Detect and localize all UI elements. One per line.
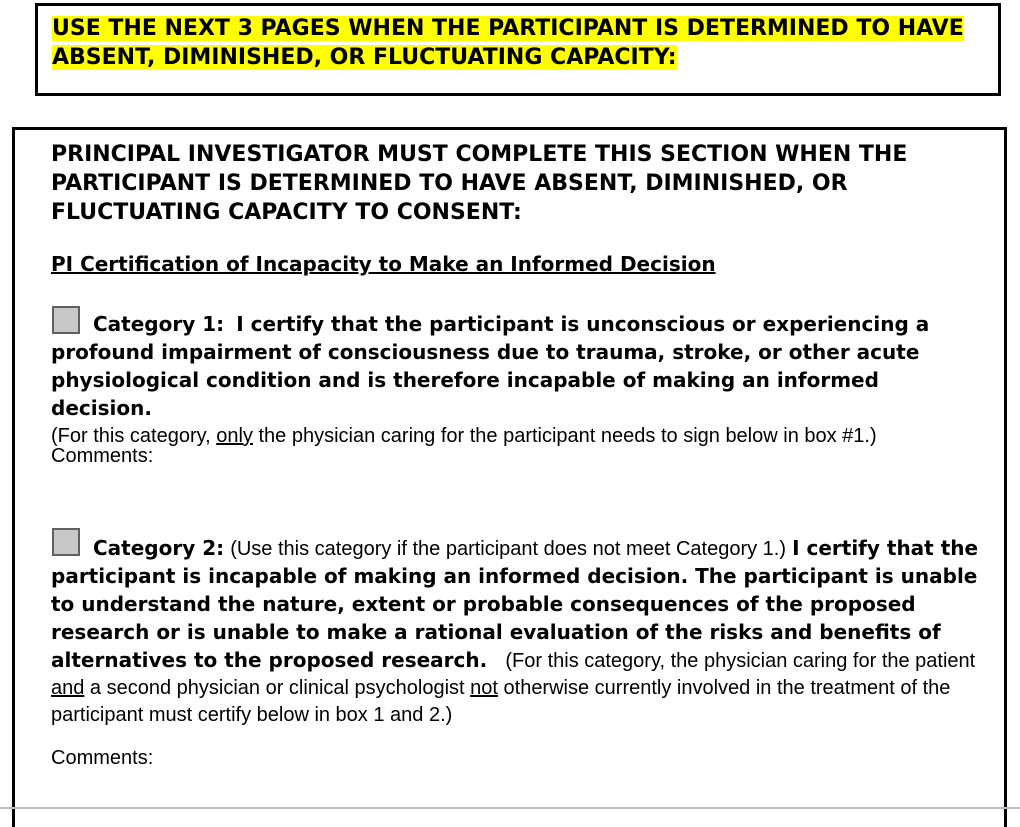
- category-1-statement: I certify that the participant is unconscious or experiencing a profound impairment of consciousness due to trauma, stroke, or other acute physiological condition and is therefore incapable of making an informed decision.: [51, 312, 930, 420]
- category-2-note-not: not: [470, 677, 498, 699]
- category-1-note-emphasis: only: [216, 425, 253, 447]
- category-1-label: Category 1:: [93, 312, 225, 336]
- category-2-statement: I certify that the participant is incapable of making an informed decision. The participant is unable to understand the nature, extent or probable consequences of the proposed research or is unable to make a rational evaluation of the risks and benefits of alternatives to the proposed research.: [51, 536, 979, 672]
- category-2-label: Category 2:: [93, 536, 225, 560]
- category-2-comments-label: Comments:: [51, 747, 154, 769]
- notice-line-1: USE THE NEXT 3 PAGES WHEN THE PARTICIPANT IS DETERMINED TO HAVE: [52, 16, 964, 41]
- pi-certification-section: [12, 127, 1007, 827]
- category-2-note-and: and: [51, 677, 85, 699]
- notice-text: [52, 14, 987, 72]
- category-1-note-post: the physician caring for the participant needs to sign below in box #1.): [252, 425, 877, 447]
- certification-title: PI Certification of Incapacity to Make an Informed Decision: [51, 252, 716, 276]
- page-bottom-divider: [0, 807, 1020, 809]
- category-1-note: [51, 425, 877, 447]
- notice-line-2: ABSENT, DIMINISHED, OR FLUCTUATING CAPACITY:: [52, 45, 677, 70]
- category-1-note-pre: (For this category,: [51, 425, 217, 447]
- category-2-note-c: otherwise currently involved in the treatment of the participant must certify below in box 1 and 2.): [51, 677, 951, 726]
- category-1-paragraph: [51, 311, 981, 450]
- section-heading: PRINCIPAL INVESTIGATOR MUST COMPLETE THIS SECTION WHEN THE PARTICIPANT IS DETERMINED TO HAVE ABSENT, DIMINISHED, OR FLUCTUATING CAPACITY TO CONSENT:: [51, 142, 908, 225]
- category-2-intro: (Use this category if the participant does not meet Category 1.): [230, 538, 787, 560]
- category-2-paragraph: [51, 535, 981, 729]
- category-1-comments-label: Comments:: [51, 445, 154, 467]
- category-2-note-a: (For this category, the physician caring for the patient: [505, 650, 976, 672]
- notice-box: [35, 3, 1001, 96]
- category-2-note-b: a second physician or clinical psychologist: [84, 677, 471, 699]
